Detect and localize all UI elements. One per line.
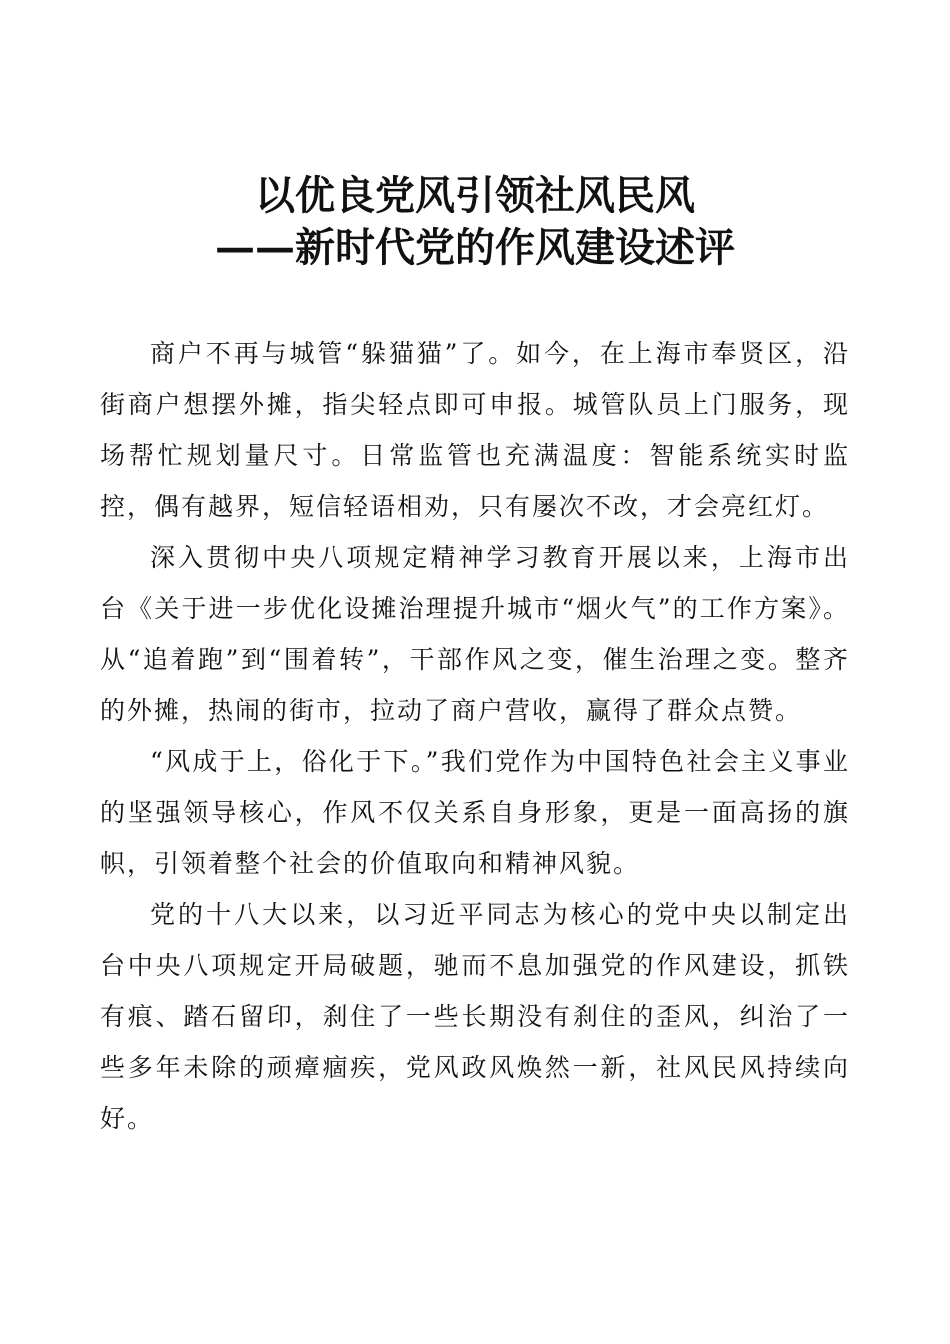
title-block [0,170,950,274]
paragraph: 商户不再与城管“躲猫猫”了。如今，在上海市奉贤区，沿街商户想摆外摊，指尖轻点即可申报。城管队员上门服务，现场帮忙规划量尺寸。日常监管也充满温度：智能系统实时监控，偶有越界，短信轻语相劝，只有屡次不改，才会亮红灯。 [100,339,850,521]
paragraph: 深入贯彻中央八项规定精神学习教育开展以来，上海市出台《关于进一步优化设摊治理提升城市“烟火气”的工作方案》。从“追着跑”到“围着转”，干部作风之变，催生治理之变。整齐的外摊，热闹的街市，拉动了商户营收，赢得了群众点赞。 [100,543,850,725]
article-subtitle: ——新时代党的作风建设述评 [215,224,735,271]
paragraph: “风成于上，俗化于下。”我们党作为中国特色社会主义事业的坚强领导核心，作风不仅关系自身形象，更是一面高扬的旗帜，引领着整个社会的价值取向和精神风貌。 [100,747,850,878]
article-body [100,328,850,1144]
article-title: 以优良党风引领社风民风 [255,172,695,219]
paragraph: 党的十八大以来，以习近平同志为核心的党中央以制定出台中央八项规定开局破题，驰而不息加强党的作风建设，抓铁有痕、踏石留印，刹住了一些长期没有刹住的歪风，纠治了一些多年未除的顽瘴痼疾，党风政风焕然一新，社风民风持续向好。 [100,900,850,1133]
